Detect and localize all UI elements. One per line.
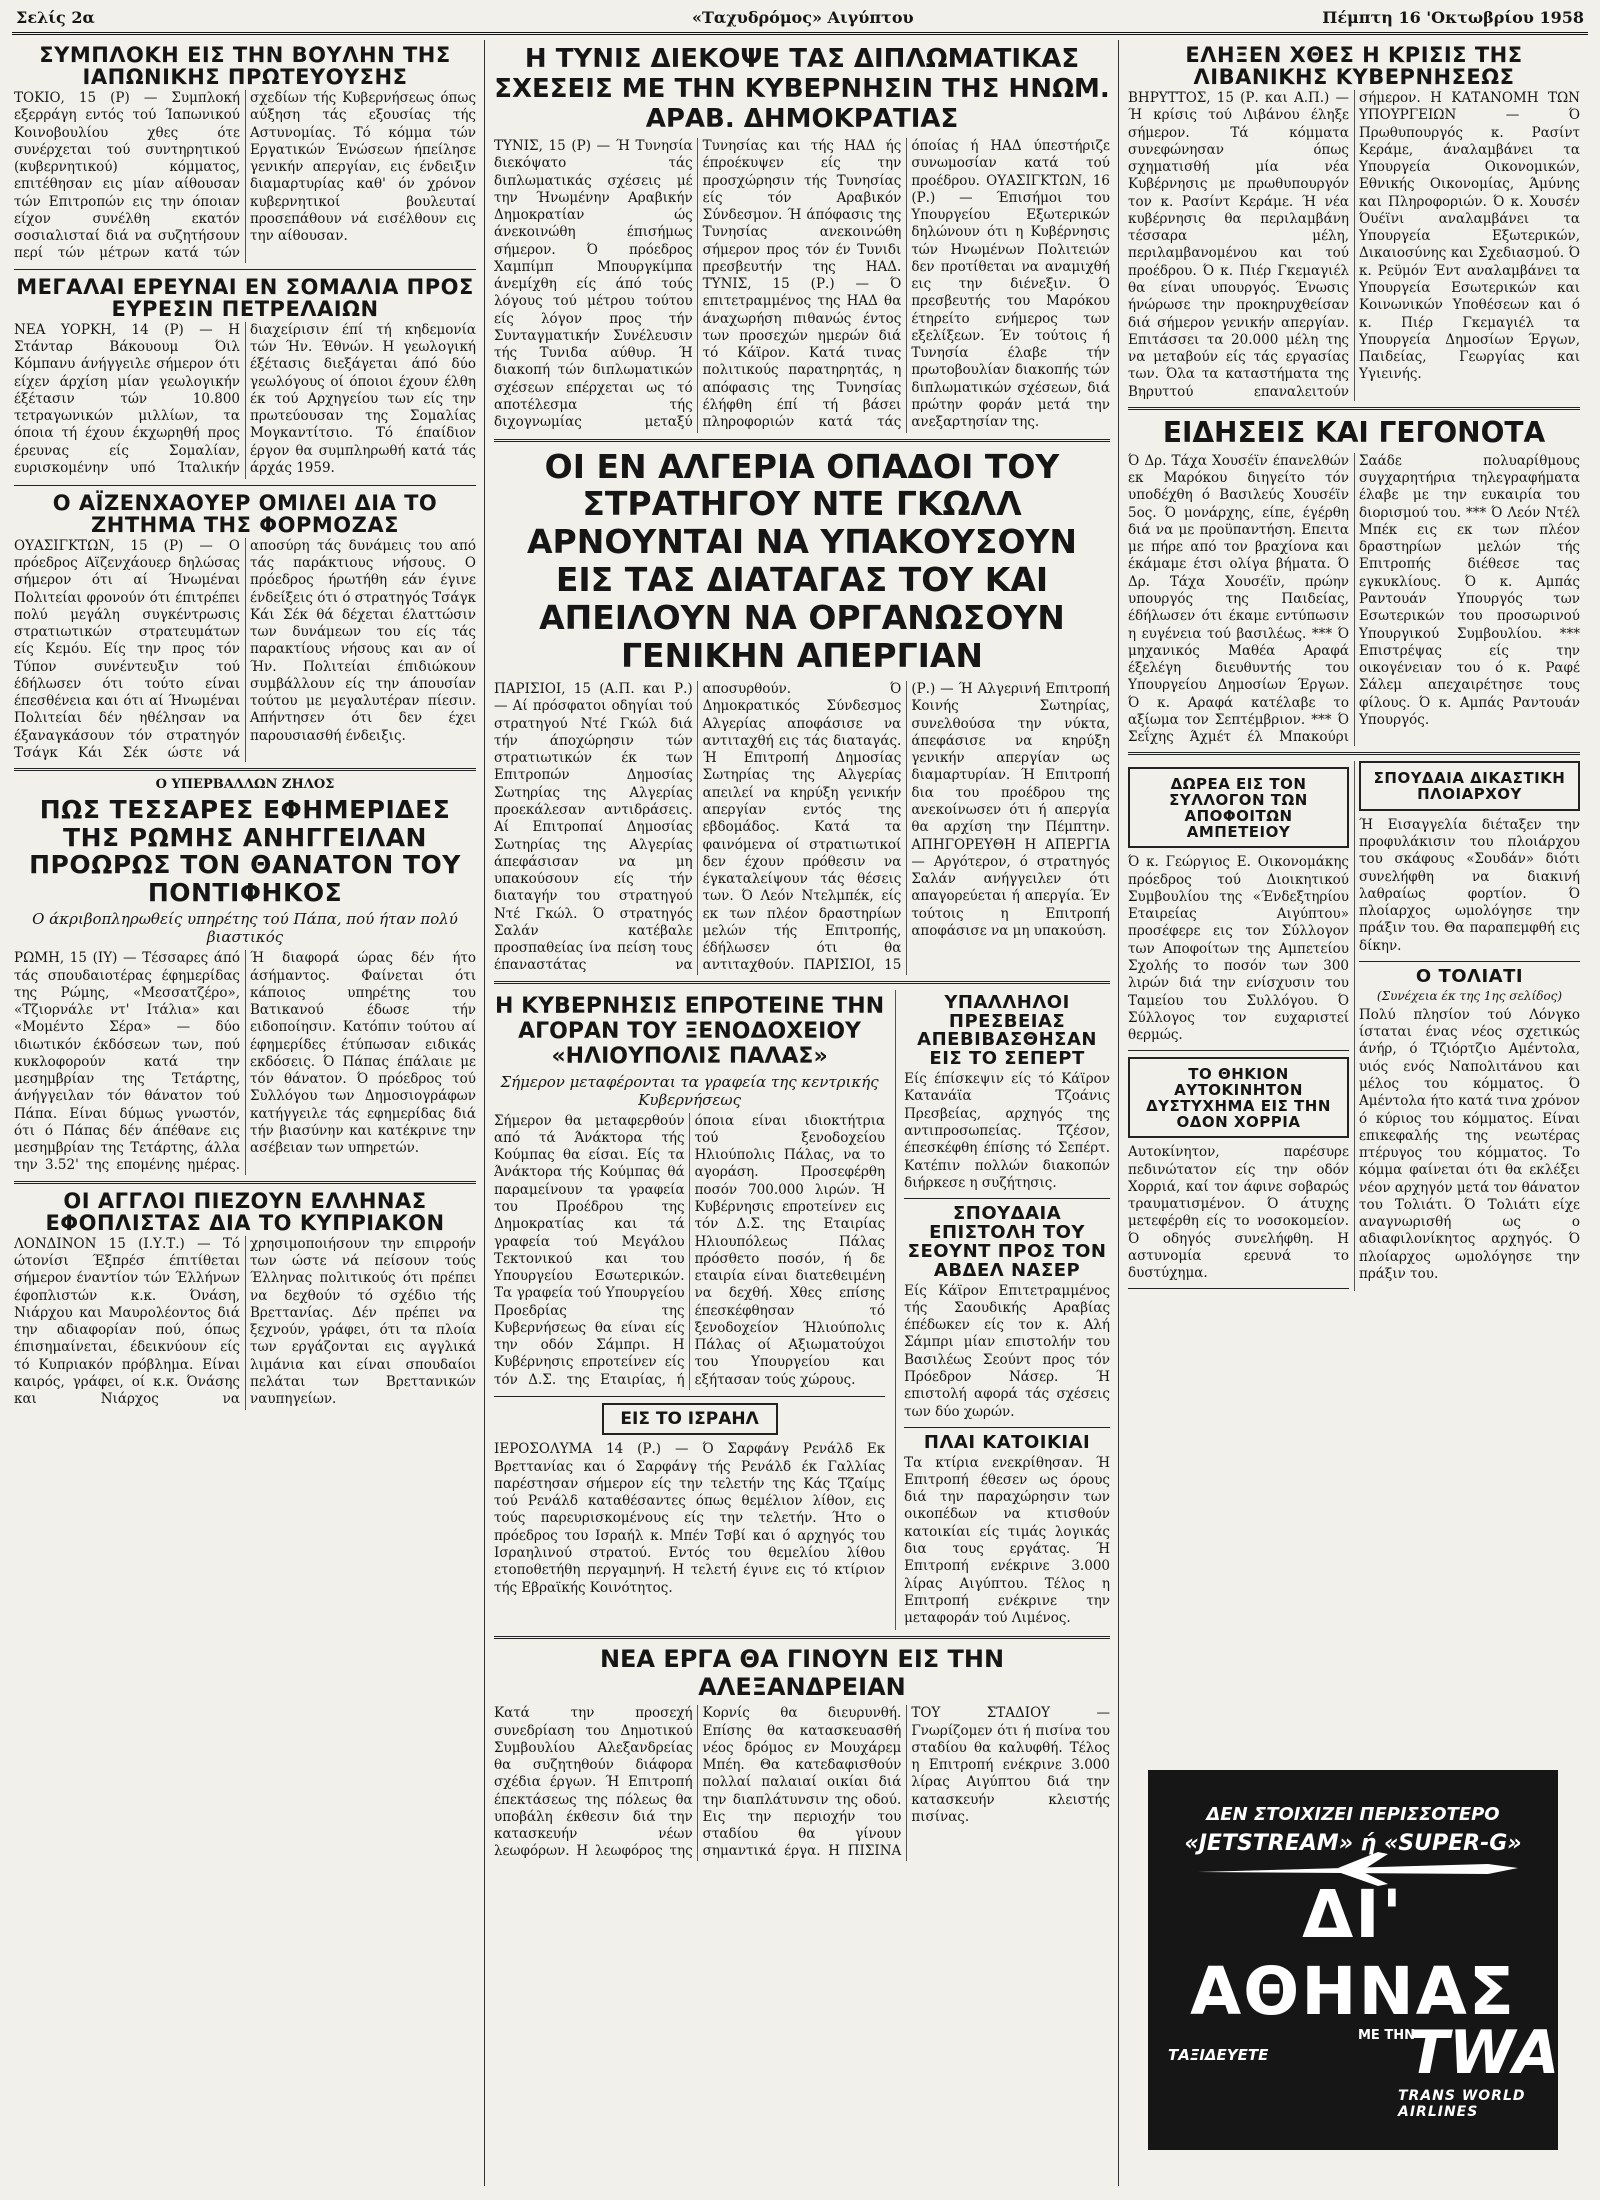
headline: ΕΙΔΗΣΕΙΣ ΚΑΙ ΓΕΓΟΝΟΤΑ — [1162, 415, 1546, 449]
page-number: Σελίς 2α — [16, 8, 95, 27]
headline: ΕΛΗΞΕΝ ΧΘΕΣ Η ΚΡΙΣΙΣ ΤΗΣ ΛΙΒΑΝΙΚΗΣ ΚΥΒΕΡΝΗΣΕΩΣ — [1185, 43, 1523, 90]
headline: Ο ΑΪΖΕΝΧΑΟΥΕΡ ΟΜΙΛΕΙ ΔΙΑ ΤΟ ΖΗΤΗΜΑ ΤΗΣ ΦΟΡΜΟΖΑΣ — [52, 490, 438, 537]
headline: ΣΥΜΠΛΟΚΗ ΕΙΣ ΤΗΝ ΒΟΥΛΗΝ ΤΗΣ ΙΑΠΩΝΙΚΗΣ ΠΡΩΤΕΥΟΥΣΗΣ — [39, 43, 451, 90]
airline-name: TRANS WORLD AIRLINES — [1398, 2088, 1526, 2120]
headline: ΟΙ ΕΝ ΑΛΓΕΡΙΑ ΟΠΑΔΟΙ ΤΟΥ ΣΤΡΑΤΗΓΟΥ ΝΤΕ ΓΚΩΛΛ ΑΡΝΟΥΝΤΑΙ ΝΑ ΥΠΑΚΟΥΣΟΥΝ ΕΙΣ ΤΑΣ ΔΙΑΤΑΓΑΣ ΤΟΥ ΚΑΙ ΑΠΕΙΛΟΥΝ ΝΑ ΟΡΓΑΝΩΣΟΥΝ ΓΕΝΙΚΗΝ ΑΠΕΡΓΙΑΝ — [526, 446, 1078, 676]
article-text: ΝΕΑ ΥΟΡΚΗ, 14 (Ρ) — Η Στάνταρ Βάκουουμ Όιλ Κόμπανυ άνήγγειλε σήμερον ότι είχεν άρχίση μίαν γεωλογικήν έξέτασιν τών 10.800 τετραγωνικών μιλλίων, τα όποια τή έχουν έκχωρηθή προς έρευνας είς Σομαλίαν, ευρισκομένην υπό Ίταλικήν διαχείρισιν έπί τή κηδεμονία τών Ήν. Έθνών. Η γεωλογική έξέτασις διεξάγεται άπό δύο γεωλόγους οί όποιοι έχουν έλθη έκ τού Αρχηγείου των είς την πρωτεύουσαν της Σομαλίας Μογκαντίτσιο. Τό έπαίδιον έργον θα συμπληρωθή κατά τάς άρχάς 1959. — [14, 321, 476, 476]
headline: ΥΠΑΛΛΗΛΟΙ ΠΡΕΣΒΕΙΑΣ ΑΠΕΒΙΒΑΣΘΗΣΑΝ ΕΙΣ ΤΟ ΣΕΠΕΡΤ — [917, 991, 1097, 1070]
headline: ΠΩΣ ΤΕΣΣΑΡΕΣ ΕΦΗΜΕΡΙΔΕΣ ΤΗΣ ΡΩΜΗΣ ΑΝΗΓΓΕΙΛΑΝ ΠΡΟΩΡΩΣ ΤΟΝ ΘΑΝΑΤΟΝ ΤΟΥ ΠΟΝΤΙΦΗΚΟΣ — [29, 795, 461, 907]
headline: ΣΠΟΥΔΑΙΑ ΔΙΚΑΣΤΙΚΗ ΠΛΟΙΑΡΧΟΥ — [1373, 769, 1566, 804]
column-rule — [484, 40, 485, 2186]
ad-destination: ΔΙ' ΑΘΗΝΑΣ — [1190, 1876, 1516, 2030]
article-text: Τα κτίρια ενεκρίθησαν. Ή Επιτροπή έθεσεν ως όρους διά την παραχώρησιν των οικοπέδων να κτισθούν κατοικίαι είς τιμάς λογικάς δια τους εργάτας. Ή Επιτροπή ενέκρινε 3.000 λίρας Αιγύπτου. Τέλος η Επιτροπή ενέκρινε την μεταφοράν τού Λιμένος. — [904, 1454, 1110, 1627]
article-text: ΟΥΑΣΙΓΚΤΩΝ, 15 (Ρ) — Ο πρόεδρος Αϊζενχάουερ δηλώσας σήμερον ότι αί Ήνωμέναι Πολιτείαι φρονούν ότι έπιτρέπει πολύ μεγάλη συγκέντρωσις στρατιωτικών στρατευμάτων είς Κεμόυ. Είς την προς τόν Τύπον συνέντευξιν τού έδήλωσεν ότι τούτο είναι έπεσθένεια και ότι αί Ήνωμέναι Πολιτείαι δέν ηθέλησαν να έξαναγκάσουν τόν στρατηγόν Τσάγκ Κάι Σέκ ώστε νά αποσύρη τάς δυνάμεις του από τάς παράκτιους νήσους. Ο πρόεδρος ήρωτήθη εάν έγινε ένδείξεις ότι ό στρατηγός Τσάγκ Κάι Σέκ θά δέχεται έλαττώσιν των δυνάμεων του είς τάς παρακτίους νήσους και αν οί Ήν. Πολιτείαι έπιδιώκουν συμβάλλουν είς την άπουσίαν τούτου με μεγαλυτέραν πίεσιν. Απήντησεν ότι δεν έχει παρουσιασθή ένδειξις. — [14, 537, 476, 762]
issue-date: Πέμπτη 16 'Οκτωβρίου 1958 — [1322, 8, 1584, 27]
headline: ΝΕΑ ΕΡΓΑ ΘΑ ΓΙΝΟΥΝ ΕΙΣ ΤΗΝ ΑΛΕΞΑΝΔΡΕΙΑΝ — [599, 1645, 1005, 1702]
twa-logo: TWA — [1408, 2018, 1560, 2088]
headline: ΔΩΡΕΑ ΕΙΣ ΤΟΝ ΣΥΛΛΟΓΟΝ ΤΩΝ ΑΠΟΦΟΙΤΩΝ ΑΜΠΕΤΕΙΟΥ — [1169, 775, 1308, 841]
headline: ΣΠΟΥΔΑΙΑ ΕΠΙΣΤΟΛΗ ΤΟΥ ΣΕΟΥΝΤ ΠΡΟΣ ΤΟΝ ΑΒΔΕΛ ΝΑΣΕΡ — [907, 1203, 1107, 1281]
left-column — [14, 40, 476, 2180]
center-column — [494, 40, 1110, 2180]
headline: Ο ΤΟΛΙΑΤΙ — [1415, 966, 1524, 988]
column-rule — [1118, 40, 1119, 2186]
article-text: Ή Εισαγγελία διέταξεν την προφυλάκισιν του πλοιάρχου του σκάφους «Σουδάν» διότι συνελήφθη να διακινή λαθραίως φορτίον. Ό πλοίαρχος ωμολόγησε την πράξιν του. Θα παραπεμφθή εις δίκην. — [1359, 816, 1580, 954]
article-text: ΒΗΡΥΤΤΟΣ, 15 (Ρ. και Α.Π.) — Ή κρίσις τού Λιβάνου έληξε σήμερον. Τά κόμματα συνεφώνησαν όπως σχηματισθή μία νέα Κυβέρνησις με πρωθυπουργόν τον κ. Ρασίντ Κεράμε. Ή νέα κυβέρνησις θα περιλαμβάνη τέσσαρα μέλη, περιλαμβανομένου και τού προέδρου. Ό κ. Πιέρ Γκεμαγιέλ θα είναι υπουργός. Ένωσις ήνώρωσε την προκηρυχθείσαν διά σήμερον γενικήν απεργίαν. Επιτάσσει τα 20.000 μέλη της να μεταβούν είς τάς εργασίας των. Όλα τα καταστήματα της Βηρυττού επαναλειτούν σήμερον. Η ΚΑΤΑΝΟΜΗ ΤΩΝ ΥΠΟΥΡΓΕΙΩΝ — Ό Πρωθυπουργός κ. Ρασίντ Κεράμε, άναλαμβάνει τα Υπουργεία Οικονομικών, Εθνικής Οικονομίας, Άμύνης και Πληροφοριών. Ό κ. Χουσέν Όυέϊνι αναλαμβάνει τα Υπουργεία Εξωτερικών, Δικαιοσύνης και Σχεδιασμού. Ό κ. Ρεϋμόν Έντ αναλαμβάνει τα Υπουργεία Εσωτερικών και Κοινωνικών Υποθέσεων και ό κ. Πιέρ Γκεμαγιέλ τα Υπουργεία Δημοσίων Έργων, Παιδείας, Γεωργίας και Υγιεινής. — [1128, 90, 1580, 400]
subheadline: Σήμερον μεταφέρονται τα γραφεία της κεντρικής Κυβερνήσεως — [500, 1072, 879, 1109]
article-text: ΤΟΚΙΟ, 15 (Ρ) — Συμπλοκή εξερράγη εντός τού Ίαπωνικού Κοινοβουλίου χθες ότε συνέρχεται τού συντηρητικού (κυβερνητικού) κόμματος, επιτέθησαν εις μίαν αίθουσαν τών Επιτροπών εις την όποιαν είχον συνέλθη εκατόν σοσιαλισταί διά να συζητήσουν περί τών μέτρων κατά τών σχεδίων τής Κυβερνήσεως όπως αύξηση τάς εξουσίας τής Αστυνομίας. Τό κόμμα τών Εργατικών Ένώσεων ήπείλησε γενικήν απεργίαν, εις ένδειξιν διαμαρτυρίας καθ' όν χρόνον κυβερνητικοί βουλευταί προσεπάθουν νά εισέλθουν εις την αίθουσαν. — [14, 90, 476, 262]
ad-slogan: ΤΑΞΙΔΕΥΕΤΕ — [1168, 2046, 1269, 2064]
article-text: Ό κ. Γεώργιος Ε. Οικονομάκης πρόεδρος τού Διοικητικού Συμβουλίου της «Ένδεξτηρίου Εταιρείας Αιγύπτου» προσέφερε εις τον Σύλλογον των Αποφοίτων της Αμπετείου Σχολής το ποσόν των 300 λιρών διά την ενίσχυσιν του Ταμείου του Συλλόγου. Ό Σύλλογος τον ευχαριστεί θερμώς. — [1128, 854, 1349, 1044]
right-column — [1128, 40, 1580, 1760]
airplane-icon — [1188, 1850, 1528, 1890]
article-text: ΙΕΡΟΣΟΛΥΜΑ 14 (Ρ.) — Ό Σαρφάνγ Ρενάλδ Εκ Βρεττανίας και ό Σαρφάνγ τής Ρενάλδ έκ Γαλλίας παρέστησαν σήμερον είς την τελετήν της Κάς Τζαίμς τού Ρενάλδ καταθέσαντες όπως θεμέλιον λίθον, εις τούς παρευρισκομένους είς την τελετήν. Ήτο ο πρόεδρος του Ισραήλ κ. Μπέν Τσβί και ό αρχηγός του Ισραηλινού στρατού. Εντός του θεμελίου λίθου ετοποθετήθη περγαμηνή. Η τελετή έγινε εις τό κτίριον τής Εβραϊκής Κοινότητος. — [494, 1441, 886, 1596]
article-text: ΤΥΝΙΣ, 15 (Ρ) — Ή Τυνησία διεκόψατο τάς διπλωματικάς σχέσεις μέ την Ήνωμένην Αραβικήν Δημοκρατίαν ώς άνεκοινώθη έπισήμως σήμερον. Ό πρόεδρος Χαμπίμπ Μπουργκίμπα άνεμίχθη είς άπό τούς λόγους τού μέτρου τούτου είς λόγον προς τήν Συνταγματικήν Συνέλευσιν τής Τυνιδα αύθυρ. Ή διακοπή τών διπλωματικών σχέσεων επέρχεται ως τό αποτέλεσμα τής διχογνωμίας μεταξύ Τυνησίας και τής ΗΑΔ ής έπροέκυψεν είς την προσχώρησιν τής Τυνησίας είς τόν Αραβικόν Σύνδεσμον. Ή άπόφασις της Τυνησίας ανεκοινώθη σήμερον προς τόν έν Τυνιδι πρεσβευτήν της ΗΑΔ. ΤΥΝΙΣ, 15 (Ρ.) — Ό επιτετραμμένος της ΗΑΔ θα άναχωρήση πιθανώς έντος των προσεχών ημερών διά τό Κάϊρον. Κατά τινας πολιτικούς παρατηρητάς, η απόφασις της Τυνησίας έλήφθη έπί τή βάσει πληροφοριών κατά τάς όποίας ή ΗΑΔ ύπεστήριζε συνωμοσίαν κατά τού προέδρου. ΟΥΑΣΙΓΚΤΩΝ, 16 (Ρ.) — Έπισήμοι του Υπουργείου Εξωτερικών δηλώνουν ότι η Κυβέρνησις τών Ηνωμένων Πολιτειών δεν προτίθεται να αναμιχθή εις την διένεξιν. Ό πρεσβευτής του Μαρόκου έτηρείτο ενήμερος των εξελίξεων. Έν τούτοις ή Τυνησία έλαβε τήν πρωτοβουλίαν διακοπής τών διπλωματικών σχέσεων, διά πρώτην φοράν μετά την ανεξαρτησίαν της. — [494, 138, 1110, 431]
kicker: Ο ΥΠΕΡΒΑΛΛΩΝ ΖΗΛΟΣ — [155, 777, 335, 793]
twa-advertisement — [1148, 1770, 1558, 2150]
article-text: Σήμερον θα μεταφερθούν από τά Άνάκτορα τής Κούμπας θα είσαι. Είς τα Άνάκτορα τής Κούμπας θά παραμείνουν τα γραφεία του Προέδρου της Δημοκρατίας και τά γραφεία τού Μεγάλου Τεκτονικού και του Υπουργείου Εσωτερικών. Τα γραφεία τού Υπουργείου Προεδρίας της Κυβερνήσεως θα είναι είς την οδόν Σάμπρι. Η Κυβέρνησις επροτείνεν είς τόν Δ.Σ. της Εταιρίας, ή όποια είναι ιδιοκτήτρια τού ξενοδοχείου Ηλιούπολις Πάλας, να το αγοράση. Προσεφέρθη ποσόν 700.000 λιρών. Ή Κυβέρνησις επροτείνεν εις τόν Δ.Σ. της Εταιρίας Ηλιουπόλεως Πάλας πρόσθετο ποσόν, ή δε εταιρία είναι διατεθειμένη να δεχθή. Χθες επίσης έπεσκέφθησαν τό ξενοδοχείον Ήλιούπολις Πάλας οί Αξιωματούχοι του Υπουργείου και εξήτασαν τούς χώρους. — [494, 1112, 886, 1388]
article-text: Είς Κάϊρον Επιτετραμμένος τής Σαουδικής Αραβίας έπέδωκεν είς τον κ. Αλή Σάμπρι μίαν επιστολήν του Βασιλέως Σεούντ προς τόν Πρόεδρον Νάσερ. Ή επιστολή αφορά τάς σχέσεις των δύο χωρών. — [904, 1282, 1110, 1420]
article-text: ΛΟΝΔΙΝΟΝ 15 (Ι.Υ.Τ.) — Τό ώτονίσι Έξπρέσ έπιτίθεται σήμερον έναντίον τών Έλλήνων έφοπλιστών κ.κ. Όνάση, Νιάρχου και Μαυρολέοντος διά την αδιαφορίαν πού, όπως έπισημαίνεται, έδεικνύουν είς τό Κυπριακόν πρόβλημα. Είναι καιρός, γράφει, οί κ.κ. Όνάσης και Νιάρχος να χρησιμοποιήσουν την επιρροήν των ώστε νά πείσουν τούς Έλληνας πολιτικούς ότι πρέπει να δεχθούν τό σχέδιο τής Βρεττανίας. Δέν πρέπει να ξεχνούν, γράφει, ότι τα πλοία των εργάζονται εις αγγλικά λιμάνια και είναι σπουδαίοι πελάται των Βρεττανικών ναυπηγείων. — [14, 1235, 476, 1408]
headline: Η ΤΥΝΙΣ ΔΙΕΚΟΨΕ ΤΑΣ ΔΙΠΛΩΜΑΤΙΚΑΣ ΣΧΕΣΕΙΣ ΜΕ ΤΗΝ ΚΥΒΕΡΝΗΣΙΝ ΤΗΣ ΗΝΩΜ. ΑΡΑΒ. ΔΗΜΟΚΡΑΤΙΑΣ — [494, 44, 1110, 134]
article-text: Πολύ πλησίον τού Λόνγκο ίσταται ένας νέος σχετικώς άνήρ, ό Τζιόρτζιο Αμέντολα, υιός ενός Ναπολιτάνου και μέλος του κόμματος. Ό Αμέντολα ήτο κατά τινα χρόνον ό κύριος του κόμματος. Είναι επικεφαλής της νεωτέρας πτέρυγος του κόμματος. Το κόμμα φαίνεται ότι θα εκλέξει νέον αρχηγόν μετά τον θάνατον του Τολιάτι. Ό Τολιάτι είχε αναγνωρισθή ως ο αδιαφιλονίκητος αρχηγός. Ό πλοίαρχος ωμολόγησε την πράξιν του. — [1359, 1006, 1580, 1282]
article-text: Αυτοκίνητον, παρέσυρε πεδινώτατον είς την οδόν Χορριά, καί τον άφινε σοβαρώς τραυματισμένον. Ό άτυχης μετεφέρθη είς το νοσοκομείον. Ό οδηγός συνελήφθη. Η αστυνομία ερευνά το δυστύχημα. — [1128, 1144, 1349, 1282]
headline: ΜΕΓΑΛΑΙ ΕΡΕΥΝΑΙ ΕΝ ΣΟΜΑΛΙΑ ΠΡΟΣ ΕΥΡΕΣΙΝ ΠΕΤΡΕΛΑΙΩΝ — [16, 274, 474, 321]
masthead — [12, 6, 1588, 35]
newspaper-name: «Ταχυδρόμος» Αιγύπτου — [692, 8, 914, 27]
headline: Η ΚΥΒΕΡΝΗΣΙΣ ΕΠΡΟΤΕΙΝΕ ΤΗΝ ΑΓΟΡΑΝ ΤΟΥ ΞΕΝΟΔΟΧΕΙΟΥ «ΗΛΙΟΥΠΟΛΙΣ ΠΑΛΑΣ» — [495, 993, 885, 1069]
article-text: ΠΑΡΙΣΙΟΙ, 15 (Α.Π. και Ρ.) — Αί πρόσφατοι οδηγίαι τού στρατηγού Ντέ Γκώλ διά τήν άποχώρησιν τών στρατιωτικών έκ των Επιτροπών Δημοσίας Σωτηρίας της Αλγερίας προεκάλεσαν αντιδράσεις. Αί Επιτροπαί Δημοσίας Σωτηρίας της Αλγερίας άπεφάσισαν να μη υπακούσουν είς τήν διαταγήν του στρατηγού Ντέ Γκώλ. Ό στρατηγός Σαλάν κατέβαλε προσπαθείας ίνα πείση τους έπαναστάτας να αποσυρθούν. Ό Δημοκρατικός Σύνδεσμος Αλγερίας αποφάσισε να αντιταχθή εις τάς διαταγάς. Ή Επιτροπή Δημοσίας Σωτηρίας της Αλγερίας απειλεί να κηρύξη γενικήν απεργίαν εντός της εβδομάδος. Κατά τα φαινόμενα οί στρατιωτικοί δεν έχουν πρόθεσιν να έγκαταλείψουν τάς θέσεις των. Ό Λεόν Ντελμπέκ, είς εκ των πλέον δραστηρίων μελών τής Επιτροπής, έδήλωσεν ότι θα αντιταχθούν. ΠΑΡΙΣΙΟΙ, 15 (Ρ.) — Ή Αλγερινή Επιτροπή Κοινής Σωτηρίας, συνελθούσα την νύκτα, άπεφάσισε να κηρύξη γενικήν απεργίαν ως διαμαρτυρίαν. Ή Επιτροπή δια του προέδρου της ανεκοίνωσεν ότι ή απεργία θα αρχίση την Πέμπτην. ΑΠΗΓΟΡΕΥΘΗ Η ΑΠΕΡΓΙΑ — Αργότερον, ό στρατηγός Σαλάν ανήγγειλεν ότι απαγορεύεται ή απεργία. Έν τούτοις η Επιτροπή αποφάσισε να μη υπακούση. — [494, 681, 1110, 974]
article-text: ΡΩΜΗ, 15 (ΙΥ) — Τέσσαρες άπό τάς σπουδαιοτέρας έφημερίδας της Ρώμης, «Μεσσατζέρο», «Τζιορνάλε ντ' Ιτάλια» και «Μομέντο Σέρα» — δύο ιδιωτικόν έκδόσεων των, πού κυκλοφορούν κατά την μεσημβρίαν της Τετάρτης, άνήγγειλαν τόν θάνατον τού Πάπα. Είναι δύμως γνωστόν, ότι ό Πάπας δέν άπέθανε εις μεσημβρίαν της Τετάρτης, άλλα την 3.52' της επομένης ημέρας. Ή διαφορά ώρας δέν ήτο άσήμαντος. Φαίνεται ότι κάποιος υπηρέτης του Βατικανού έδωσε τήν ειδοποίησιν. Κατόπιν τούτου αί έφημερίδες έτύπωσαν ειδικάς εκδόσεις. Ό Πάπας έπάλαιε με τόν θάνατον. Ό πρόεδρος τού Συλλόγου των Δημοσιογράφων κατήγγειλε τάς εφημερίδας διά τήν βιασύνην και κατέκρινε την ασέβειαν των υπηρετών. — [14, 950, 476, 1174]
subheadline: Ο άκριβοπληρωθείς υπηρέτης τού Πάπα, πού ήταν πολύ βιαστικός — [32, 910, 458, 947]
headline: ΕΙΣ ΤΟ ΙΣΡΑΗΛ — [602, 1403, 778, 1435]
subheadline: (Συνέχεια έκ της 1ης σελίδος) — [1376, 988, 1563, 1003]
headline: ΠΛΑΙ ΚΑΤΟΙΚΙΑΙ — [923, 1431, 1091, 1453]
ad-line: «JETSTREAM» ή «SUPER-G» — [1184, 1831, 1522, 1856]
headline: ΤΟ ΘΗΚΙΟΝ ΑΥΤΟΚΙΝΗΤΟΝ ΔΥΣΤΥΧΗΜΑ ΕΙΣ ΤΗΝ ΟΔΟΝ ΧΟΡΡΙΑ — [1146, 1065, 1331, 1131]
article-text: Κατά την προσεχή συνεδρίαση του Δημοτικού Συμβουλίου Αλεξανδρείας θα συζητηθούν διάφορα σχέδια έργων. Ή Επιτροπή έπεκτάσεως της πόλεως θα υποβάλη έκθεσιν διά την κατασκευήν νέων λεωφόρων. Η λεωφόρος της Κορνίς θα διευρυνθή. Επίσης θα κατασκευασθή νέος δρόμος εν Μουχάρεμ Μπέη. Θα κατεδαφισθούν πολλαί παλαιαί οικίαι διά την διαπλάτυνσιν της οδού. Εις την περιοχήν του σταδίου θα γίνουν σημαντικά έργα. Η ΠΙΣΙΝΑ ΤΟΥ ΣΤΑΔΙΟΥ — Γνωρίζομεν ότι ή πισίνα του σταδίου θα καλυφθή. Τέλος η Επιτροπή ενέκρινε 3.000 λίρας Αιγύπτου διά την κατασκευήν κλειστής πισίνας. — [494, 1705, 1110, 1860]
article-text: Ό Δρ. Τάχα Χουσέϊν έπανελθών εκ Μαρόκου διηγείτο τόν υποδέχθη ό Βασιλεύς Χουσέϊν 5ος. Ό μονάρχης, είπε, έγέρθη διά να με προϋπαντήση. Επειτα με πήρε από τον βραχίονα και έκάμαμε έτσι ολίγα βήματα. Ό Δρ. Τάχα Χουσέϊν, πρώην υπουργός της Παιδείας, έδήλωσεν ότι έκαμε εντύπωσιν η ευγένεια τού βασιλέως. *** Ό μηχανικός Μαθέα Αραφά έξελέγη διευθυντής του Υπουργείου Δημοσίων Έργων. Ό κ. Αραφά κατέλαβε το αξίωμα τον Σεπτέμβριον. *** Ό Σεΐχης Άχμέτ έλ Μπακούρι Σαάδε πολυαρίθμους συγχαρητήρια τηλεγραφήματα έλαβε με την ευκαιρία του διορισμού του. *** Ό Λεόν Ντέλ Μπέκ εις εκ των πλέον δραστηρίων μελών τής Επιτροπής διέθεσε τας εγκυκλίους. Ό κ. Αμπάς Ραντουάν Υπουργός των Εσωτερικών του προσωρινού Υπουργικού Συμβουλίου. *** Επιστρέψας είς την οικογένειαν του ό κ. Ραφέ Σάλεμ απεχαιρέτησε τους φίλους. Ό κ. Αμπάς Ραντουάν Υπουργός. — [1128, 452, 1580, 746]
article-text: Είς έπίσκεψιν είς τό Κάϊρον Κατανάϊα Τζοάνις Πρεσβείας, αρχηγός της αντιπροσωπείας. Τζέσον, έπεσκέφθη έπίσης τό Σεπέρτ. Κατέπιν πολλών διακοπών διήρκεσε η συζήτησις. — [904, 1071, 1110, 1191]
ad-line: ΔΕΝ ΣΤΟΙΧΙΖΕΙ ΠΕΡΙΣΣΟΤΕΡΟ — [1206, 1804, 1500, 1825]
ad-slogan: ΜΕ ΤΗΝ — [1358, 2028, 1415, 2043]
headline: ΟΙ ΑΓΓΛΟΙ ΠΙΕΖΟΥΝ ΕΛΛΗΝΑΣ ΕΦΟΠΛΙΣΤΑΣ ΔΙΑ ΤΟ ΚΥΠΡΙΑΚΟΝ — [45, 1188, 445, 1235]
